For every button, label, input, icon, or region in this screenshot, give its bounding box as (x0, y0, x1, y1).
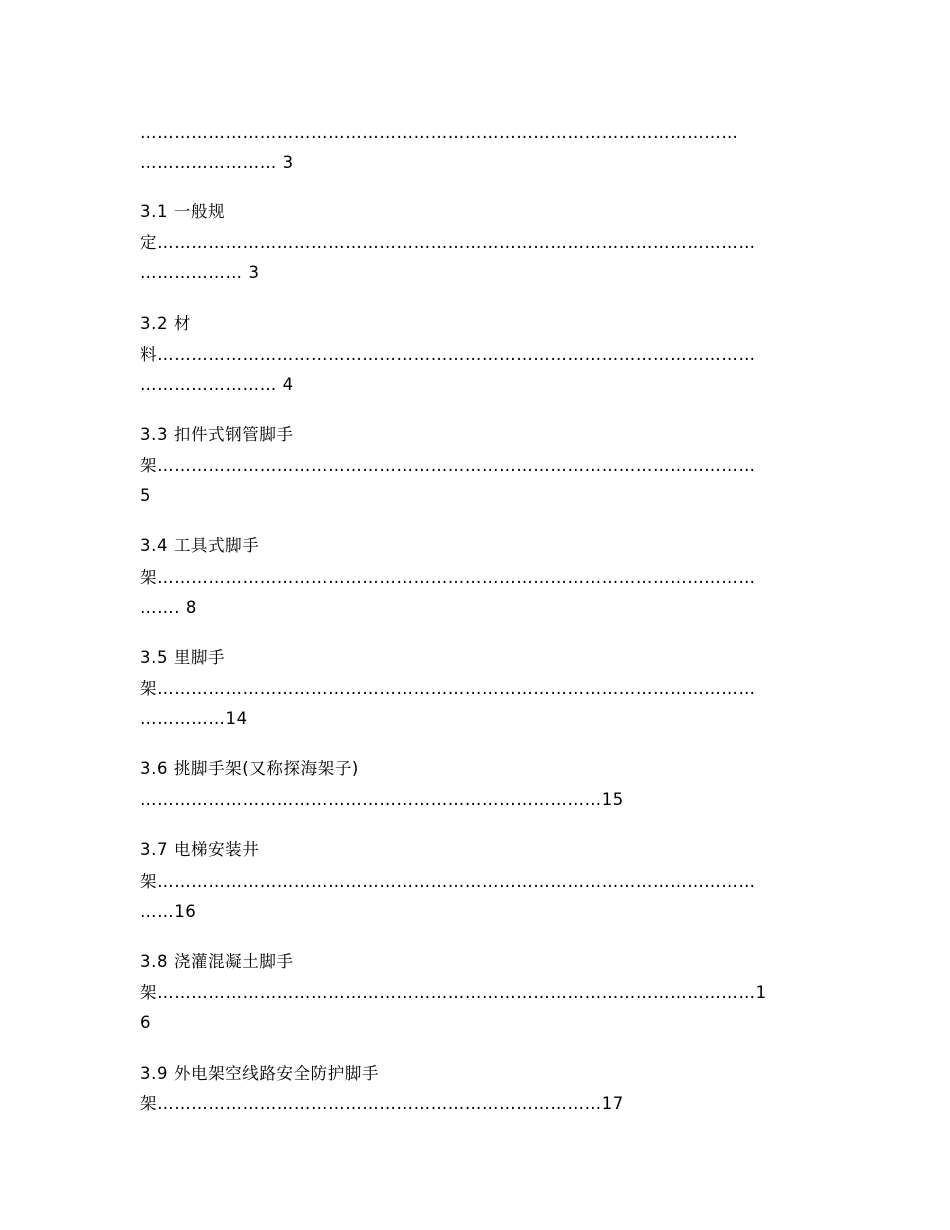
toc-entry-5-line-2: ……………14 (140, 709, 248, 728)
toc-entry-1-line-1: 定…………………………………………………………………………………………… (140, 233, 756, 252)
toc-entry-4-line-1: 架…………………………………………………………………………………………… (140, 568, 756, 587)
toc-entry-2-line-0: 3.2 材 (140, 314, 191, 333)
toc-entry-3-line-2: 5 (140, 486, 152, 505)
toc-entry-6-line-0: 3.6 挑脚手架(又称探海架子) (140, 759, 359, 778)
toc-entry-9-line-1: 架……………………………………………………………………17 (140, 1094, 624, 1113)
toc-entry-1-line-0: 3.1 一般规 (140, 202, 226, 221)
toc-entry-1-line-2: ……………… 3 (140, 263, 260, 282)
toc-entry-0-line-0: …………………………………………………………………………………………… (140, 123, 739, 142)
toc-entry-3-line-1: 架…………………………………………………………………………………………… (140, 456, 756, 475)
toc-entry-6-line-1: ………………………………………………………………………15 (140, 790, 624, 809)
toc-entry-7-line-2: ……16 (140, 902, 197, 921)
toc-entry-7-line-1: 架…………………………………………………………………………………………… (140, 872, 756, 891)
toc-entry-5-line-1: 架…………………………………………………………………………………………… (140, 679, 756, 698)
toc-entry-2-line-1: 料…………………………………………………………………………………………… (140, 345, 756, 364)
toc-entry-2-line-2: …………………… 4 (140, 375, 294, 394)
toc-entry-9-line-0: 3.9 外电架空线路安全防护脚手 (140, 1064, 380, 1083)
toc-entry-8-line-1: 架……………………………………………………………………………………………1 (140, 983, 767, 1002)
toc-entry-3-line-0: 3.3 扣件式钢管脚手 (140, 425, 294, 444)
toc-entry-8-line-0: 3.8 浇灌混凝土脚手 (140, 952, 294, 971)
toc-entry-4-line-2: ……. 8 (140, 598, 197, 617)
toc-entry-4-line-0: 3.4 工具式脚手 (140, 536, 260, 555)
toc-entry-0-line-1: …………………… 3 (140, 153, 294, 172)
toc-entry-5-line-0: 3.5 里脚手 (140, 648, 226, 667)
toc-entry-7-line-0: 3.7 电梯安装井 (140, 840, 260, 859)
toc-entry-8-line-2: 6 (140, 1013, 152, 1032)
